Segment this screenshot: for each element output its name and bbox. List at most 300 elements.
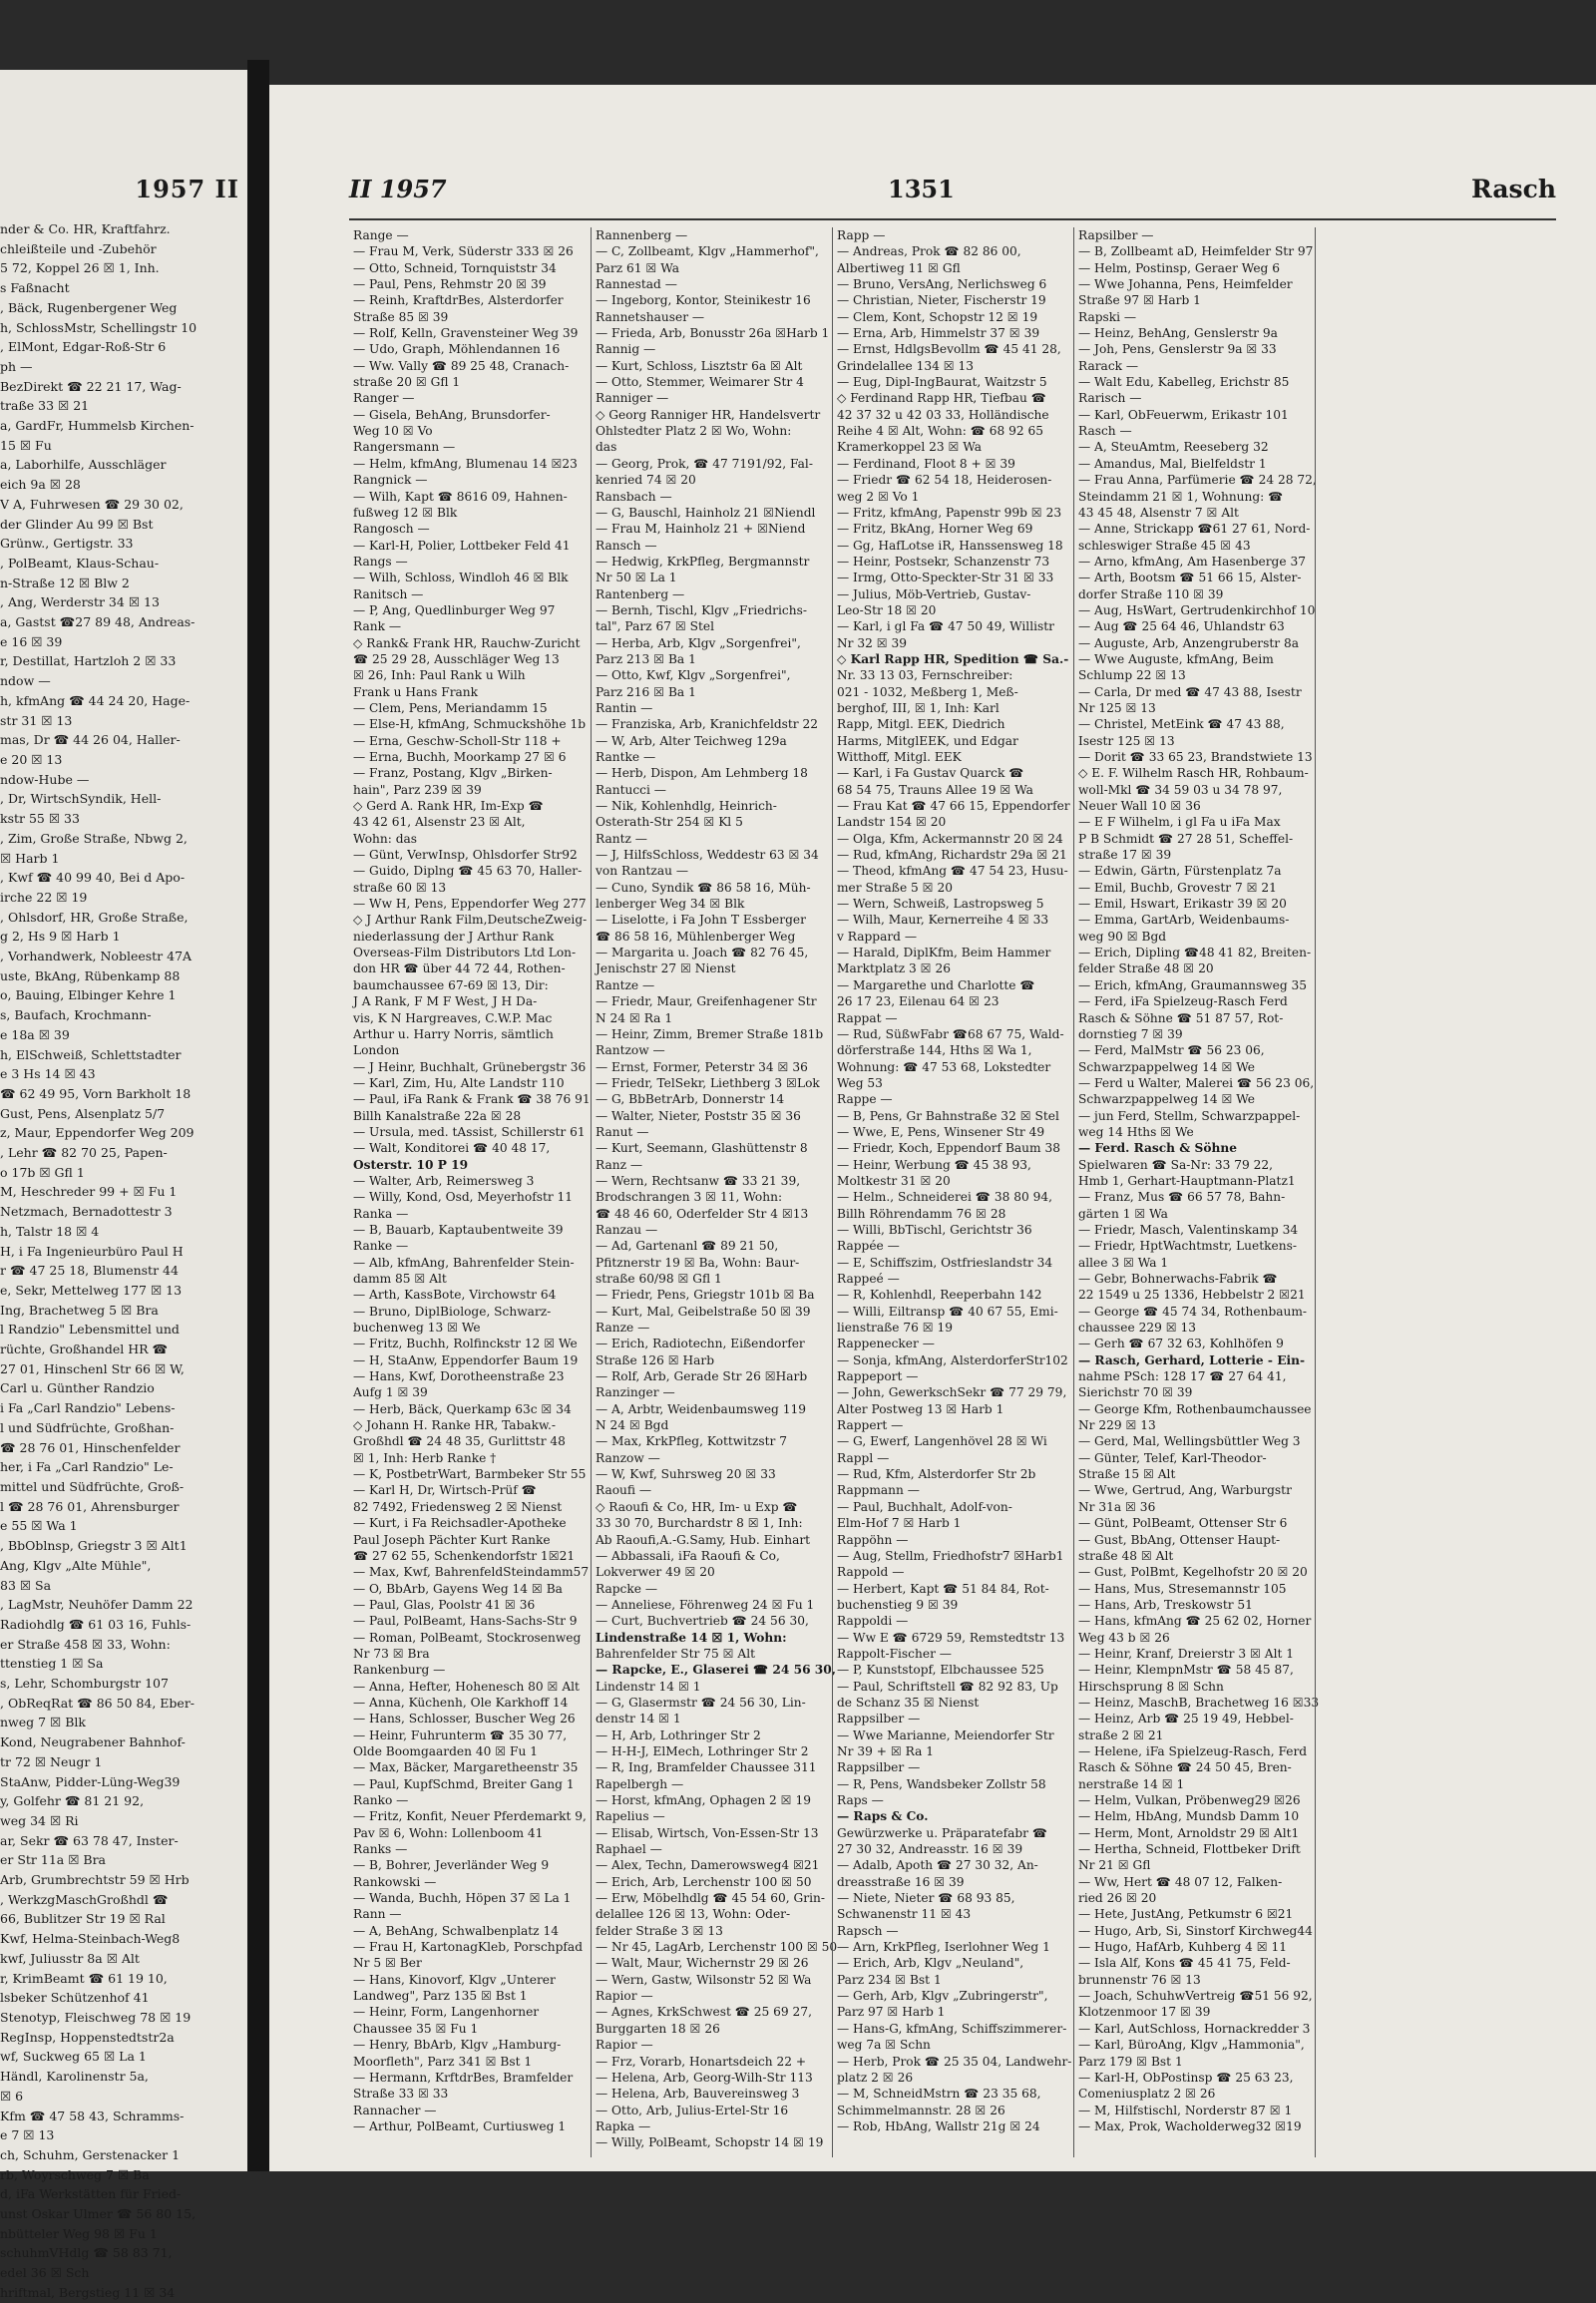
directory-entry-line: v Rappard — bbox=[837, 929, 918, 944]
directory-entry-line: nerstraße 14 ☒ 1 bbox=[1078, 1776, 1185, 1791]
directory-entry-line: Rapka — bbox=[596, 2118, 651, 2133]
directory-entry-line: Rangnick — bbox=[353, 473, 428, 488]
directory-entry-line: Ranke — bbox=[353, 1239, 409, 1254]
directory-entry-line: — Hugo, HafArb, Kuhberg 4 ☒ 11 bbox=[1078, 1940, 1287, 1955]
directory-entry-line: — Frau Kat ☎ 47 66 15, Eppendorfer bbox=[837, 799, 1070, 814]
left-page-line: o, Bauing, Elbinger Kehre 1 bbox=[0, 987, 177, 1003]
directory-entry-line: — Walt, Konditorei ☎ 40 48 17, bbox=[353, 1141, 551, 1156]
page-number: 1351 bbox=[888, 175, 955, 203]
directory-entry-line: — Nr 45, LagArb, Lerchenstr 100 ☒ 50 bbox=[596, 1940, 838, 1955]
directory-entry-line: buchenstieg 9 ☒ 39 bbox=[837, 1597, 959, 1612]
directory-entry-line: Rapp, Mitgl. EEK, Diedrich bbox=[837, 717, 1005, 732]
directory-entry-line: Landstr 154 ☒ 20 bbox=[837, 815, 947, 830]
directory-entry-line: — Henry, BbArb, Klgv „Hamburg- bbox=[353, 2038, 562, 2053]
directory-entry-line: — K, PostbetrWart, Barmbeker Str 55 bbox=[353, 1467, 587, 1482]
directory-entry-line: Rappsilber — bbox=[837, 1760, 921, 1775]
directory-entry-line: — Helm., Schneiderei ☎ 38 80 94, bbox=[837, 1190, 1052, 1205]
directory-entry-line: Raps — bbox=[837, 1793, 884, 1807]
left-page-line: r, Destillat, Hartzloh 2 ☒ 33 bbox=[0, 653, 177, 669]
directory-entry-line: Rappe — bbox=[837, 1092, 893, 1107]
directory-entry-line: ◇ Karl Rapp HR, Spedition ☎ Sa.- bbox=[837, 651, 1069, 666]
directory-entry-line: — Rasch, Gerhard, Lotterie - Ein- bbox=[1078, 1352, 1306, 1367]
directory-entry-line: — Helm, HbAng, Mundsb Damm 10 bbox=[1078, 1809, 1300, 1824]
directory-entry-line: — Erna, Arb, Himmelstr 37 ☒ 39 bbox=[837, 326, 1040, 341]
directory-entry-line: — M, SchneidMstrn ☎ 23 35 68, bbox=[837, 2087, 1041, 2102]
directory-entry-line: — Raps & Co. bbox=[837, 1809, 929, 1824]
directory-entry-line: N 24 ☒ Bgd bbox=[596, 1418, 669, 1433]
left-page-line: , WerkzgMaschGroßhdl ☎ bbox=[0, 1891, 169, 1907]
directory-entry-line: Burggarten 18 ☒ 26 bbox=[596, 2021, 720, 2036]
directory-entry-line: Rangersmann — bbox=[353, 440, 456, 455]
directory-entry-line: Schwarzpappelweg 14 ☒ We bbox=[1078, 1092, 1255, 1107]
directory-entry-line: Rappert — bbox=[837, 1418, 904, 1433]
directory-entry-line: — Frz, Vorarb, Honartsdeich 22 + bbox=[596, 2054, 807, 2069]
directory-entry-line: — Heinr, Zimm, Bremer Straße 181b bbox=[596, 1026, 824, 1041]
directory-entry-line: — Erich, kfmAng, Graumannsweg 35 bbox=[1078, 977, 1308, 992]
left-page-line: nder & Co. HR, Kraftfahrz. bbox=[0, 221, 171, 236]
left-page-line: mittel und Südfrüchte, Groß- bbox=[0, 1479, 185, 1494]
directory-entry-line: — Rob, HbAng, Wallstr 21g ☒ 24 bbox=[837, 2118, 1040, 2133]
directory-entry-line: Nr 31a ☒ 36 bbox=[1078, 1499, 1156, 1514]
directory-entry-line: 26 17 23, Eilenau 64 ☒ 23 bbox=[837, 994, 999, 1009]
left-page-line: V A, Fuhrwesen ☎ 29 30 02, bbox=[0, 496, 184, 512]
left-page-line: ndow-Hube — bbox=[0, 771, 90, 787]
directory-entry-line: — Wern, Schweiß, Lastropsweg 5 bbox=[837, 897, 1044, 912]
directory-entry-line: Kramerkoppel 23 ☒ Wa bbox=[837, 440, 983, 455]
directory-entry-line: — Elisab, Wirtsch, Von-Essen-Str 13 bbox=[596, 1825, 819, 1840]
directory-entry-line: — Alb, kfmAng, Bahrenfelder Stein- bbox=[353, 1255, 575, 1270]
page-header bbox=[349, 175, 1556, 210]
left-page-line: , Bäck, Rugenbergener Weg bbox=[0, 299, 178, 315]
directory-column-2 bbox=[591, 227, 838, 2157]
directory-entry-line: Overseas-Film Distributors Ltd Lon- bbox=[353, 946, 577, 960]
directory-entry-line: — Erich, Dipling ☎48 41 82, Breiten- bbox=[1078, 946, 1312, 960]
directory-entry-line: Weg 43 b ☒ 26 bbox=[1078, 1630, 1170, 1645]
directory-entry-line: Rapsilber — bbox=[1078, 228, 1154, 242]
left-page-line: , Vorhandwerk, Nobleestr 47A bbox=[0, 949, 193, 964]
directory-entry-line: — Wwe, E, Pens, Winsener Str 49 bbox=[837, 1124, 1045, 1139]
directory-entry-line: — Kurt, Mal, Geibelstraße 50 ☒ 39 bbox=[596, 1304, 811, 1319]
directory-entry-line: Rappold — bbox=[837, 1565, 905, 1580]
directory-entry-line: — Karl H, Dr, Wirtsch-Prüf ☎ bbox=[353, 1483, 537, 1498]
directory-entry-line: Schwarzpappelweg 14 ☒ We bbox=[1078, 1059, 1255, 1074]
directory-entry-line: Rank — bbox=[353, 619, 402, 634]
left-page-line: , PolBeamt, Klaus-Schau- bbox=[0, 555, 160, 571]
directory-entry-line: — Erw, Möbelhdlg ☎ 45 54 60, Grin- bbox=[596, 1891, 825, 1906]
directory-entry-line: — Hans, kfmAng ☎ 25 62 02, Horner bbox=[1078, 1614, 1312, 1629]
directory-entry-line: Olde Boomgaarden 40 ☒ Fu 1 bbox=[353, 1743, 538, 1758]
directory-entry-line: — Georg, Prok, ☎ 47 7191/92, Fal- bbox=[596, 456, 813, 471]
directory-entry-line: — Emma, GartArb, Weidenbaums- bbox=[1078, 913, 1290, 928]
directory-entry-line: Straße 33 ☒ 33 bbox=[353, 2087, 449, 2102]
directory-entry-line: weg 14 Hths ☒ We bbox=[1078, 1124, 1194, 1139]
directory-entry-line: ☒ 26, Inh: Paul Rank u Wilh bbox=[353, 668, 526, 683]
directory-entry-line: Rappenecker — bbox=[837, 1337, 935, 1351]
directory-entry-line: — Wwe, Gertrud, Ang, Warburgstr bbox=[1078, 1483, 1292, 1498]
directory-entry-line: Rappeport — bbox=[837, 1369, 919, 1384]
directory-entry-line: — Ferd, MalMstr ☎ 56 23 06, bbox=[1078, 1043, 1265, 1058]
directory-entry-line: Range — bbox=[353, 228, 409, 242]
left-page-line: rb, Woyrschweg 7 ☒ Ba bbox=[0, 2166, 150, 2182]
directory-entry-line: Parz 97 ☒ Harb 1 bbox=[837, 2005, 946, 2020]
directory-entry-line: Rasch — bbox=[1078, 424, 1132, 439]
directory-entry-line: — Hete, JustAng, Petkumstr 6 ☒21 bbox=[1078, 1907, 1294, 1922]
directory-entry-line: Rannetshauser — bbox=[596, 309, 705, 324]
directory-entry-line: — A, Arbtr, Weidenbaumsweg 119 bbox=[596, 1401, 806, 1416]
directory-entry-line: Rannenberg — bbox=[596, 228, 688, 242]
directory-entry-line: — Horst, kfmAng, Ophagen 2 ☒ 19 bbox=[596, 1793, 811, 1807]
left-page-line: y, Golfehr ☎ 81 21 92, bbox=[0, 1793, 145, 1809]
directory-entry-line: — Paul, Schriftstell ☎ 82 92 83, Up bbox=[837, 1679, 1058, 1694]
directory-entry-line: Rapior — bbox=[596, 2038, 653, 2053]
left-page-line: a, Gastst ☎27 89 48, Andreas- bbox=[0, 614, 196, 630]
directory-entry-line: — B, Bauarb, Kaptaubentweite 39 bbox=[353, 1222, 564, 1237]
directory-entry-line: — O, BbArb, Gayens Weg 14 ☒ Ba bbox=[353, 1581, 563, 1596]
directory-entry-line: — Paul, iFa Rank & Frank ☎ 38 76 91 bbox=[353, 1092, 591, 1107]
directory-entry-line: — Friedr, Koch, Eppendorf Baum 38 bbox=[837, 1141, 1060, 1156]
directory-entry-line: Albertiweg 11 ☒ Gfl bbox=[837, 260, 961, 275]
directory-column-5 bbox=[1315, 227, 1556, 2157]
directory-entry-line: gärten 1 ☒ Wa bbox=[1078, 1206, 1168, 1221]
directory-entry-line: Klotzenmoor 17 ☒ 39 bbox=[1078, 2005, 1211, 2020]
left-page-line: , Kwf ☎ 40 99 40, Bei d Apo- bbox=[0, 870, 186, 886]
directory-entry-line: — Wilh, Schloss, Windloh 46 ☒ Blk bbox=[353, 571, 569, 585]
left-page-line: Gust, Pens, Alsenplatz 5/7 bbox=[0, 1105, 166, 1121]
directory-entry-line: Rantucci — bbox=[596, 782, 666, 797]
left-page-line: nbütteler Weg 98 ☒ Fu 1 bbox=[0, 2225, 158, 2241]
left-page-line: s Faßnacht bbox=[0, 280, 70, 296]
directory-entry-line: — Wanda, Buchh, Höpen 37 ☒ La 1 bbox=[353, 1891, 572, 1906]
directory-entry-line: — Willi, BbTischl, Gerichtstr 36 bbox=[837, 1222, 1032, 1237]
directory-entry-line: — Ww. Vally ☎ 89 25 48, Cranach- bbox=[353, 358, 570, 373]
directory-entry-line: — Cuno, Syndik ☎ 86 58 16, Müh- bbox=[596, 880, 811, 895]
left-page-line: ttenstieg 1 ☒ Sa bbox=[0, 1656, 104, 1672]
directory-entry-line: — Karl, i Fa Gustav Quarck ☎ bbox=[837, 766, 1024, 781]
directory-entry-line: — Herb, Dispon, Am Lehmberg 18 bbox=[596, 766, 808, 781]
directory-entry-line: Rappmann — bbox=[837, 1483, 920, 1498]
directory-entry-line: Nr 5 ☒ Ber bbox=[353, 1956, 422, 1971]
directory-entry-line: Ab Raoufi,A.-G.Samy, Hub. Einhart bbox=[596, 1532, 811, 1547]
directory-entry-line: — Niete, Nieter ☎ 68 93 85, bbox=[837, 1891, 1015, 1906]
directory-entry-line: — Kurt, i Fa Reichsadler-Apotheke bbox=[353, 1516, 567, 1531]
directory-entry-line: — P, Ang, Quedlinburger Weg 97 bbox=[353, 602, 556, 617]
directory-entry-line: hain", Parz 239 ☒ 39 bbox=[353, 782, 482, 797]
directory-entry-line: Hirschsprung 8 ☒ Schn bbox=[1078, 1679, 1224, 1694]
directory-entry-line: Ransbach — bbox=[596, 489, 672, 504]
directory-entry-line: Landweg", Parz 135 ☒ Bst 1 bbox=[353, 1989, 528, 2004]
directory-entry-line: — Rolf, Arb, Gerade Str 26 ☒Harb bbox=[596, 1369, 808, 1384]
directory-entry-line: — Karl, Zim, Hu, Alte Landstr 110 bbox=[353, 1075, 565, 1090]
directory-entry-line: Großhdl ☎ 24 48 35, Gurlittstr 48 bbox=[353, 1434, 566, 1449]
directory-entry-line: — Emil, Hswart, Erikastr 39 ☒ 20 bbox=[1078, 897, 1287, 912]
directory-entry-line: fußweg 12 ☒ Blk bbox=[353, 505, 458, 520]
directory-entry-line: Harms, MitglEEK, und Edgar bbox=[837, 733, 1018, 748]
directory-entry-line: — Rud, kfmAng, Richardstr 29a ☒ 21 bbox=[837, 848, 1067, 863]
left-page-line: h, ElSchweiß, Schlettstadter bbox=[0, 1046, 182, 1062]
directory-entry-line: Leo-Str 18 ☒ 20 bbox=[837, 602, 937, 617]
directory-entry-line: weg 2 ☒ Vo 1 bbox=[837, 489, 920, 504]
directory-entry-line: Ranze — bbox=[596, 1321, 650, 1336]
left-page-line: h, kfmAng ☎ 44 24 20, Hage- bbox=[0, 692, 191, 708]
directory-entry-line: — Kurt, Schloss, Lisztstr 6a ☒ Alt bbox=[596, 358, 803, 373]
directory-entry-line: — Bruno, VersAng, Nerlichsweg 6 bbox=[837, 277, 1047, 292]
directory-entry-line: lienstraße 76 ☒ 19 bbox=[837, 1321, 954, 1336]
directory-entry-line: — Günt, VerwInsp, Ohlsdorfer Str92 bbox=[353, 848, 578, 863]
book-gutter bbox=[247, 60, 269, 2171]
directory-entry-line: — Rolf, Kelln, Gravensteiner Weg 39 bbox=[353, 326, 579, 341]
directory-entry-line: Rannestad — bbox=[596, 277, 677, 292]
directory-entry-line: Lindenstr 14 ☒ 1 bbox=[596, 1679, 701, 1694]
directory-entry-line: ◇ E. F. Wilhelm Rasch HR, Rohbaum- bbox=[1078, 766, 1309, 781]
directory-entry-line: — Erna, Geschw-Scholl-Str 118 + bbox=[353, 733, 562, 748]
directory-entry-line: — Ursula, med. tAssist, Schillerstr 61 bbox=[353, 1124, 586, 1139]
directory-entry-line: — Gust, PolBmt, Kegelhofstr 20 ☒ 20 bbox=[1078, 1565, 1308, 1580]
directory-entry-line: — Ingeborg, Kontor, Steinikestr 16 bbox=[596, 293, 811, 308]
directory-entry-line: Osterstr. 10 P 19 bbox=[353, 1157, 469, 1172]
directory-entry-line: Rantenberg — bbox=[596, 586, 685, 601]
left-page-line: , Ohlsdorf, HR, Große Straße, bbox=[0, 909, 189, 925]
directory-entry-line: Ranniger — bbox=[596, 391, 669, 406]
directory-entry-line: — Wilh, Maur, Kernerreihe 4 ☒ 33 bbox=[837, 913, 1049, 928]
right-page bbox=[269, 85, 1596, 2171]
directory-entry-line: berghof, III, ☒ 1, Inh: Karl bbox=[837, 700, 999, 715]
header-rule bbox=[349, 218, 1556, 220]
directory-entry-line: — R, Kohlenhdl, Reeperbahn 142 bbox=[837, 1288, 1042, 1303]
directory-entry-line: felder Straße 48 ☒ 20 bbox=[1078, 961, 1214, 976]
directory-entry-line: — Heinr, Kranf, Dreierstr 3 ☒ Alt 1 bbox=[1078, 1646, 1295, 1661]
directory-entry-line: — Karl, ObFeuerwm, Erikastr 101 bbox=[1078, 407, 1289, 422]
directory-entry-line: — Frau Anna, Parfümerie ☎ 24 28 72, bbox=[1078, 473, 1317, 488]
directory-entry-line: don HR ☎ über 44 72 44, Rothen- bbox=[353, 961, 566, 976]
directory-entry-line: — Hans-G, kfmAng, Schiffszimmerer- bbox=[837, 2021, 1067, 2036]
directory-entry-line: — Günter, Telef, Karl-Theodor- bbox=[1078, 1450, 1267, 1465]
directory-entry-line: — Fritz, kfmAng, Papenstr 99b ☒ 23 bbox=[837, 505, 1062, 520]
directory-entry-line: — Wwe Marianne, Meiendorfer Str bbox=[837, 1727, 1054, 1742]
left-page-line: der Glinder Au 99 ☒ Bst bbox=[0, 516, 154, 532]
directory-entry-line: — Liselotte, i Fa John T Essberger bbox=[596, 913, 806, 928]
directory-entry-line: — Rud, SüßwFabr ☎68 67 75, Wald- bbox=[837, 1026, 1064, 1041]
directory-entry-line: — Gerd, Mal, Wellingsbüttler Weg 3 bbox=[1078, 1434, 1301, 1449]
directory-entry-line: Ranko — bbox=[353, 1793, 409, 1807]
directory-entry-line: J A Rank, F M F West, J H Da- bbox=[353, 994, 538, 1009]
directory-entry-line: — G, Ewerf, Langenhövel 28 ☒ Wi bbox=[837, 1434, 1047, 1449]
left-page-line: l und Südfrüchte, Großhan- bbox=[0, 1419, 175, 1435]
left-page-line: weg 34 ☒ Ri bbox=[0, 1812, 79, 1828]
left-page-line: Ing, Brachetweg 5 ☒ Bra bbox=[0, 1302, 159, 1318]
directory-entry-line: — Friedr, Pens, Griegstr 101b ☒ Ba bbox=[596, 1288, 815, 1303]
directory-column-3 bbox=[832, 227, 1073, 2157]
directory-entry-line: — Heinz, Arb ☎ 25 19 49, Hebbel- bbox=[1078, 1712, 1294, 1727]
directory-entry-line: — Udo, Graph, Möhlendannen 16 bbox=[353, 342, 561, 357]
directory-entry-line: — Julius, Möb-Vertrieb, Gustav- bbox=[837, 586, 1031, 601]
left-page-line: kstr 55 ☒ 33 bbox=[0, 811, 80, 827]
directory-entry-line: Reihe 4 ☒ Alt, Wohn: ☎ 68 92 65 bbox=[837, 424, 1044, 439]
directory-entry-line: straße 48 ☒ Alt bbox=[1078, 1548, 1174, 1563]
directory-entry-line: — Wilh, Kapt ☎ 8616 09, Hahnen- bbox=[353, 489, 568, 504]
directory-entry-line: — Anna, Hefter, Hohenesch 80 ☒ Alt bbox=[353, 1679, 580, 1694]
directory-entry-line: Jenischstr 27 ☒ Nienst bbox=[596, 961, 736, 976]
left-page-line: ☎ 28 76 01, Hinschenfelder bbox=[0, 1439, 181, 1455]
left-page-line: M, Heschreder 99 + ☒ Fu 1 bbox=[0, 1184, 178, 1200]
left-page-line: H, i Fa Ingenieurbüro Paul H bbox=[0, 1243, 184, 1259]
directory-entry-line: ☎ 27 62 55, Schenkendorfstr 1☒21 bbox=[353, 1548, 576, 1563]
left-page-line: e 20 ☒ 13 bbox=[0, 751, 63, 767]
directory-entry-line: — B, Pens, Gr Bahnstraße 32 ☒ Stel bbox=[837, 1108, 1059, 1123]
left-page-line: e 18a ☒ 39 bbox=[0, 1026, 70, 1042]
directory-entry-line: — Hedwig, KrkPfleg, Bergmannstr bbox=[596, 554, 810, 569]
directory-entry-line: P B Schmidt ☎ 27 28 51, Scheffel- bbox=[1078, 831, 1294, 846]
directory-entry-line: ◇ Ferdinand Rapp HR, Tiefbau ☎ bbox=[837, 391, 1046, 406]
directory-entry-line: ◇ Johann H. Ranke HR, Tabakw.- bbox=[353, 1418, 557, 1433]
directory-entry-line: Rappsilber — bbox=[837, 1712, 921, 1727]
directory-entry-line: — J Heinr, Buchhalt, Grünebergstr 36 bbox=[353, 1059, 587, 1074]
left-page-line: , Lehr ☎ 82 70 25, Papen- bbox=[0, 1145, 168, 1161]
left-page-line: h, SchlossMstr, Schellingstr 10 bbox=[0, 319, 198, 335]
directory-entry-line: Nr 32 ☒ 39 bbox=[837, 635, 908, 650]
left-page-header: 1957 II bbox=[135, 175, 239, 203]
directory-entry-line: — George Kfm, Rothenbaumchaussee bbox=[1078, 1401, 1312, 1416]
left-page-line: ndow — bbox=[0, 673, 51, 689]
directory-entry-line: — Emil, Buchb, Grovestr 7 ☒ 21 bbox=[1078, 880, 1277, 895]
directory-entry-line: — Willi, Eiltransp ☎ 40 67 55, Emi- bbox=[837, 1304, 1058, 1319]
directory-entry-line: 68 54 75, Trauns Allee 19 ☒ Wa bbox=[837, 782, 1033, 797]
directory-entry-line: Rapski — bbox=[1078, 309, 1137, 324]
directory-entry-line: — Heinr, KlempnMstr ☎ 58 45 87, bbox=[1078, 1663, 1294, 1678]
directory-entry-line: 27 30 32, Andreasstr. 16 ☒ 39 bbox=[837, 1842, 1023, 1857]
directory-entry-line: — Arno, kfmAng, Am Hasenberge 37 bbox=[1078, 554, 1306, 569]
directory-entry-line: Rapelius — bbox=[596, 1809, 665, 1824]
directory-entry-line: allee 3 ☒ Wa 1 bbox=[1078, 1255, 1169, 1270]
directory-entry-line: Frank u Hans Frank bbox=[353, 684, 479, 699]
directory-entry-line: Raphael — bbox=[596, 1842, 662, 1857]
directory-entry-line: — Fritz, BkAng, Horner Weg 69 bbox=[837, 522, 1033, 537]
directory-entry-line: — Sonja, kfmAng, AlsterdorferStr102 bbox=[837, 1352, 1068, 1367]
directory-entry-line: brunnenstr 76 ☒ 13 bbox=[1078, 1972, 1201, 1987]
left-page-line: kwf, Juliusstr 8a ☒ Alt bbox=[0, 1950, 140, 1966]
directory-entry-line: Bahrenfelder Str 75 ☒ Alt bbox=[596, 1646, 756, 1661]
directory-entry-line: — Hugo, Arb, Si, Sinstorf Kirchweg44 bbox=[1078, 1923, 1313, 1938]
directory-entry-line: Rappoldi — bbox=[837, 1614, 909, 1629]
left-page-line: er Str 11a ☒ Bra bbox=[0, 1852, 107, 1868]
directory-entry-line: Nr 21 ☒ Gfl bbox=[1078, 1858, 1151, 1873]
directory-entry-line: Moltkestr 31 ☒ 20 bbox=[837, 1173, 951, 1188]
directory-entry-line: weg 7a ☒ Schn bbox=[837, 2038, 931, 2053]
directory-entry-line: 22 1549 u 25 1336, Hebbelstr 2 ☒21 bbox=[1078, 1288, 1306, 1303]
directory-entry-line: — Auguste, Arb, Anzengruberstr 8a bbox=[1078, 635, 1299, 650]
directory-entry-line: — Max, Prok, Wacholderweg32 ☒19 bbox=[1078, 2118, 1302, 2133]
directory-entry-line: Wohn: das bbox=[353, 831, 418, 846]
directory-entry-line: — Ferd. Rasch & Söhne bbox=[1078, 1141, 1237, 1156]
left-page-line: ☒ Harb 1 bbox=[0, 850, 60, 866]
directory-entry-line: — Max, Bäcker, Margaretheenstr 35 bbox=[353, 1760, 579, 1775]
directory-columns bbox=[349, 227, 1556, 2157]
directory-entry-line: buchenweg 13 ☒ We bbox=[353, 1321, 481, 1336]
directory-entry-line: — Herb, Prok ☎ 25 35 04, Landwehr- bbox=[837, 2054, 1072, 2069]
directory-entry-line: — Friedr, HptWachtmstr, Luetkens- bbox=[1078, 1239, 1297, 1254]
directory-entry-line: — George ☎ 45 74 34, Rothenbaum- bbox=[1078, 1304, 1308, 1319]
directory-entry-line: — Helm, Postinsp, Geraer Weg 6 bbox=[1078, 260, 1280, 275]
directory-entry-line: woll-Mkl ☎ 34 59 03 u 34 78 97, bbox=[1078, 782, 1283, 797]
directory-entry-line: Rann — bbox=[353, 1907, 402, 1922]
left-page-line: Grünw., Gertigstr. 33 bbox=[0, 536, 134, 552]
directory-entry-line: — Hans, Kwf, Dorotheenstraße 23 bbox=[353, 1369, 565, 1384]
left-page-line: Kond, Neugrabener Bahnhof- bbox=[0, 1734, 186, 1750]
directory-entry-line: — Otto, Arb, Julius-Ertel-Str 16 bbox=[596, 2103, 789, 2117]
directory-entry-line: de Schanz 35 ☒ Nienst bbox=[837, 1695, 980, 1710]
directory-entry-line: Parz 213 ☒ Ba 1 bbox=[596, 651, 696, 666]
directory-entry-line: Neuer Wall 10 ☒ 36 bbox=[1078, 799, 1201, 814]
directory-entry-line: — Kurt, Seemann, Glashüttenstr 8 bbox=[596, 1141, 808, 1156]
directory-entry-line: — Walt, Maur, Wichernstr 29 ☒ 26 bbox=[596, 1956, 809, 1971]
left-page-line: chleißteile und -Zubehör bbox=[0, 240, 157, 256]
directory-entry-line: — Heinz, MaschB, Brachetweg 16 ☒33 bbox=[1078, 1695, 1320, 1710]
directory-entry-line: Alter Postweg 13 ☒ Harb 1 bbox=[837, 1401, 1004, 1416]
directory-entry-line: Lindenstraße 14 ☒ 1, Wohn: bbox=[596, 1630, 787, 1645]
directory-entry-line: — Agnes, KrkSchwest ☎ 25 69 27, bbox=[596, 2005, 812, 2020]
directory-entry-line: — Willy, Kond, Osd, Meyerhofstr 11 bbox=[353, 1190, 574, 1205]
directory-entry-line: — R, Pens, Wandsbeker Zollstr 58 bbox=[837, 1776, 1046, 1791]
directory-entry-line: Marktplatz 3 ☒ 26 bbox=[837, 961, 951, 976]
directory-entry-line: Ranks — bbox=[353, 1842, 408, 1857]
left-page-line: 5 72, Koppel 26 ☒ 1, Inh. bbox=[0, 260, 160, 276]
left-page-line: l Randzio" Lebensmittel und bbox=[0, 1322, 180, 1338]
directory-entry-line: — Hans, Mus, Stresemannstr 105 bbox=[1078, 1581, 1287, 1596]
directory-entry-line: — Karl-H, Polier, Lottbeker Feld 41 bbox=[353, 538, 571, 553]
directory-entry-line: Billh Röhrendamm 76 ☒ 28 bbox=[837, 1206, 1006, 1221]
directory-entry-line: straße 60/98 ☒ Gfl 1 bbox=[596, 1272, 722, 1286]
directory-entry-line: dörferstraße 144, Hths ☒ Wa 1, bbox=[837, 1043, 1032, 1058]
directory-entry-line: Schimmelmannstr. 28 ☒ 26 bbox=[837, 2103, 1005, 2117]
directory-entry-line: — Friedr, TelSekr, Liethberg 3 ☒Lok bbox=[596, 1075, 820, 1090]
directory-entry-line: Rarack — bbox=[1078, 358, 1139, 373]
directory-entry-line: Rankowski — bbox=[353, 1874, 437, 1889]
directory-entry-line: 021 - 1032, Meßberg 1, Meß- bbox=[837, 684, 1018, 699]
directory-entry-line: — Gerh, Arb, Klgv „Zubringerstr", bbox=[837, 1989, 1048, 2004]
directory-entry-line: — Otto, Schneid, Tornquiststr 34 bbox=[353, 260, 557, 275]
left-page-line: Kfm ☎ 47 58 43, Schramms- bbox=[0, 2108, 185, 2123]
directory-entry-line: ◇ J Arthur Rank Film,DeutscheZweig- bbox=[353, 913, 588, 928]
directory-entry-line: Chaussee 35 ☒ Fu 1 bbox=[353, 2021, 479, 2036]
directory-entry-line: — Clem, Pens, Meriandamm 15 bbox=[353, 700, 548, 715]
directory-entry-line: weg 90 ☒ Bgd bbox=[1078, 929, 1167, 944]
directory-entry-line: Straße 15 ☒ Alt bbox=[1078, 1467, 1176, 1482]
left-page-line: schuhmVHdlg ☎ 58 83 71, bbox=[0, 2245, 173, 2261]
directory-entry-line: Parz 179 ☒ Bst 1 bbox=[1078, 2054, 1183, 2069]
directory-entry-line: — Friedr, Masch, Valentinskamp 34 bbox=[1078, 1222, 1299, 1237]
directory-entry-line: — Ferdinand, Floot 8 + ☒ 39 bbox=[837, 456, 1015, 471]
left-page-line: rüchte, Großhandel HR ☎ bbox=[0, 1342, 169, 1357]
left-page-line: eich 9a ☒ 28 bbox=[0, 477, 81, 493]
directory-entry-line: tal", Parz 67 ☒ Stel bbox=[596, 619, 714, 634]
directory-entry-line: — Karl, i gl Fa ☎ 47 50 49, Willistr bbox=[837, 619, 1054, 634]
directory-entry-line: schleswiger Straße 45 ☒ 43 bbox=[1078, 538, 1251, 553]
directory-entry-line: — Adalb, Apoth ☎ 27 30 32, An- bbox=[837, 1858, 1038, 1873]
directory-entry-line: — Heinr, Werbung ☎ 45 38 93, bbox=[837, 1157, 1031, 1172]
directory-entry-line: — Bruno, DiplBiologe, Schwarz- bbox=[353, 1304, 552, 1319]
directory-entry-line: felder Straße 3 ☒ 13 bbox=[596, 1923, 723, 1938]
left-page-line: uste, BkAng, Rübenkamp 88 bbox=[0, 967, 181, 983]
directory-entry-line: 43 45 48, Alsenstr 7 ☒ Alt bbox=[1078, 505, 1239, 520]
directory-entry-line: Nr 73 ☒ Bra bbox=[353, 1646, 430, 1661]
directory-entry-line: — Wern, Rechtsanw ☎ 33 21 39, bbox=[596, 1173, 801, 1188]
directory-entry-line: ☎ 86 58 16, Mühlenberger Weg bbox=[596, 929, 796, 944]
directory-entry-line: — Wwe Auguste, kfmAng, Beim bbox=[1078, 651, 1274, 666]
directory-entry-line: Schwanenstr 11 ☒ 43 bbox=[837, 1907, 972, 1922]
directory-entry-line: — W, Arb, Alter Teichweg 129a bbox=[596, 733, 787, 748]
directory-entry-line: — Max, KrkPfleg, Kottwitzstr 7 bbox=[596, 1434, 788, 1449]
directory-entry-line: Spielwaren ☎ Sa-Nr: 33 79 22, bbox=[1078, 1157, 1274, 1172]
left-page-line: r ☎ 47 25 18, Blumenstr 44 bbox=[0, 1263, 179, 1279]
